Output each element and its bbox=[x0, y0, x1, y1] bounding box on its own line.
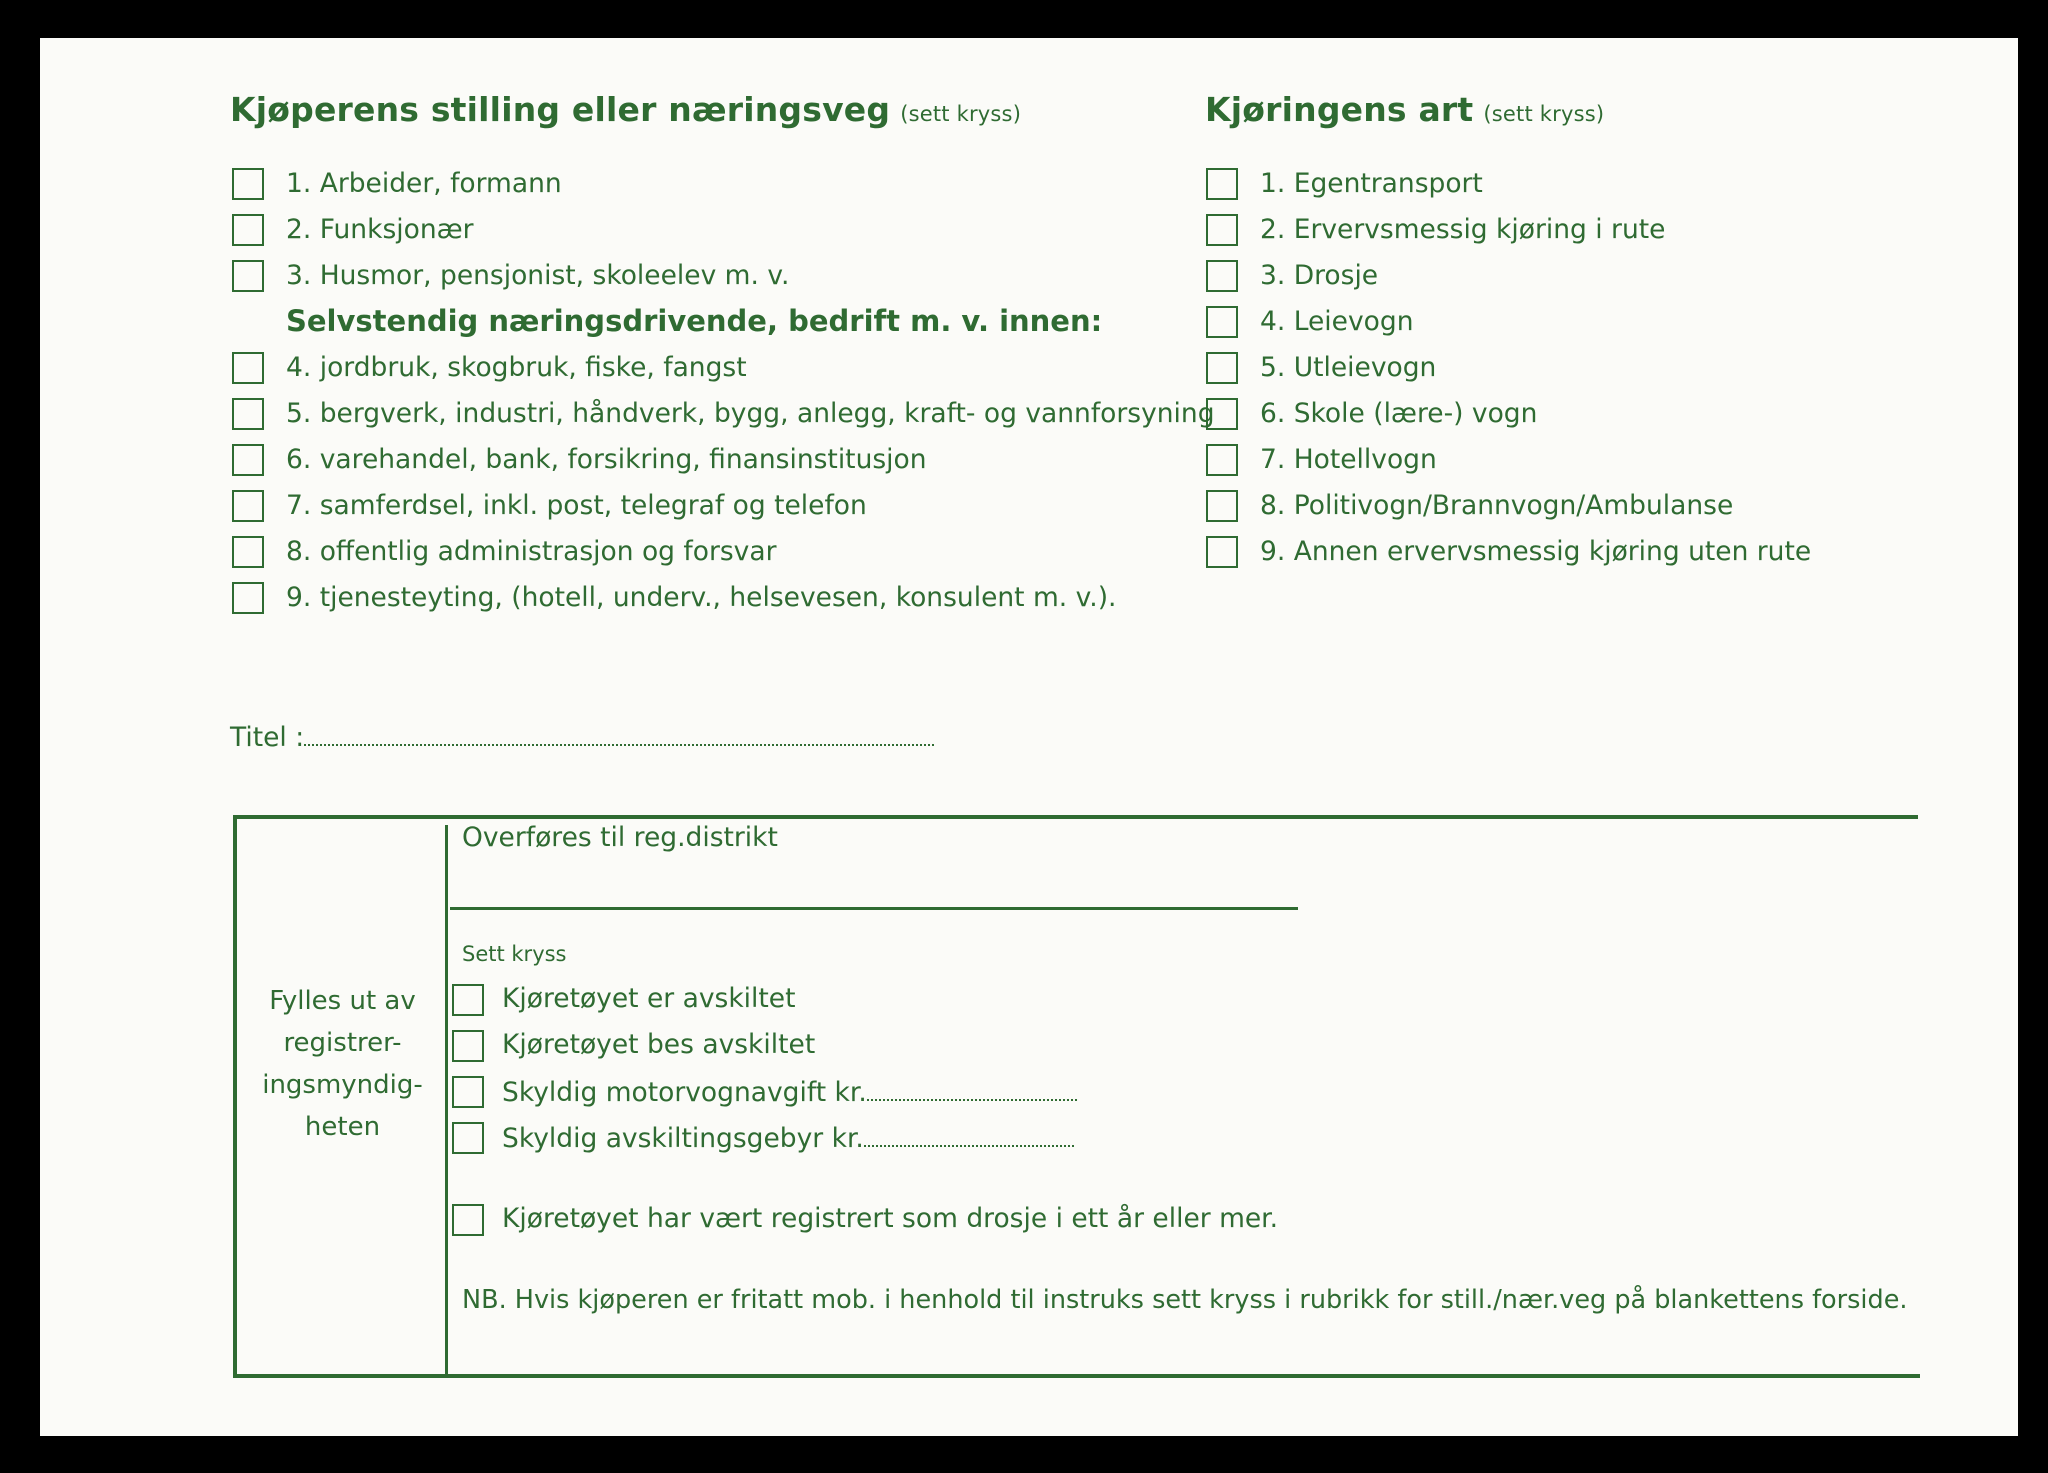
avskiltingsgebyr-dotted-line bbox=[864, 1121, 1074, 1147]
checkbox-avskiltet[interactable] bbox=[452, 984, 484, 1016]
checkbox-motorvognavgift[interactable] bbox=[452, 1076, 484, 1108]
titel-label: Titel : bbox=[230, 722, 305, 753]
checkbox-stilling-9[interactable] bbox=[232, 582, 264, 614]
stilling-item-4: 4. jordbruk, skogbruk, fiske, fangst bbox=[286, 352, 747, 383]
checkbox-stilling-7[interactable] bbox=[232, 490, 264, 522]
checkbox-stilling-5[interactable] bbox=[232, 398, 264, 430]
checkbox-stilling-6[interactable] bbox=[232, 444, 264, 476]
box-left-line bbox=[233, 815, 237, 1378]
kjoring-item-3: 3. Drosje bbox=[1260, 260, 1379, 291]
stilling-item-3: 3. Husmor, pensjonist, skoleelev m. v. bbox=[286, 260, 790, 291]
registrering-side-label: Fylles ut av registrer-ingsmyndig-heten bbox=[262, 986, 423, 1142]
titel-field[interactable] bbox=[230, 720, 934, 754]
drosje-item: Kjøretøyet har vært registrert som drosje i ett år eller mer. bbox=[502, 1203, 1279, 1234]
stilling-item-8: 8. offentlig administrasjon og forsvar bbox=[286, 536, 777, 567]
checkbox-stilling-3[interactable] bbox=[232, 260, 264, 292]
stilling-item-7: 7. samferdsel, inkl. post, telegraf og telefon bbox=[286, 490, 867, 521]
nb-note: NB. Hvis kjøperen er fritatt mob. i henhold til instruks sett kryss i rubrikk for still./nær.veg på blankettens forside. bbox=[462, 1285, 1908, 1315]
checkbox-stilling-4[interactable] bbox=[232, 352, 264, 384]
left-heading bbox=[230, 90, 1021, 129]
box-top-line bbox=[233, 815, 1918, 819]
checkbox-kjoring-2[interactable] bbox=[1206, 214, 1238, 246]
checkbox-kjoring-9[interactable] bbox=[1206, 536, 1238, 568]
checkbox-kjoring-6[interactable] bbox=[1206, 398, 1238, 430]
kjoring-item-6: 6. Skole (lære-) vogn bbox=[1260, 398, 1538, 429]
checkbox-bes-avskiltet[interactable] bbox=[452, 1030, 484, 1062]
check-item-avskiltet: Kjøretøyet er avskiltet bbox=[502, 983, 796, 1014]
avskiltingsgebyr-field[interactable] bbox=[502, 1121, 1074, 1155]
right-heading bbox=[1205, 90, 1604, 129]
kjoring-item-5: 5. Utleievogn bbox=[1260, 352, 1437, 383]
checkbox-kjoring-5[interactable] bbox=[1206, 352, 1238, 384]
checkbox-avskiltingsgebyr[interactable] bbox=[452, 1122, 484, 1154]
titel-dotted-line bbox=[304, 720, 934, 746]
checkbox-drosje[interactable] bbox=[452, 1204, 484, 1236]
kjoring-item-7: 7. Hotellvogn bbox=[1260, 444, 1437, 475]
selvstendig-subheading: Selvstendig næringsdrivende, bedrift m. v. innen: bbox=[286, 304, 1103, 338]
checkbox-kjoring-7[interactable] bbox=[1206, 444, 1238, 476]
motorvognavgift-field[interactable] bbox=[502, 1075, 1077, 1109]
left-heading-note: (sett kryss) bbox=[900, 102, 1022, 126]
checkbox-kjoring-4[interactable] bbox=[1206, 306, 1238, 338]
checkbox-stilling-8[interactable] bbox=[232, 536, 264, 568]
check-item-avskiltingsgebyr: Skyldig avskiltingsgebyr kr. bbox=[502, 1123, 864, 1154]
transfer-label: Overføres til reg.distrikt bbox=[462, 822, 778, 853]
stilling-item-5: 5. bergverk, industri, håndverk, bygg, anlegg, kraft- og vannforsyning bbox=[286, 398, 1215, 429]
kjoring-item-1: 1. Egentransport bbox=[1260, 168, 1483, 199]
check-item-motorvognavgift: Skyldig motorvognavgift kr. bbox=[502, 1077, 867, 1108]
sett-kryss-label: Sett kryss bbox=[462, 942, 567, 966]
kjoring-item-2: 2. Ervervsmessig kjøring i rute bbox=[1260, 214, 1666, 245]
box-divider-line bbox=[445, 825, 448, 1376]
kjoring-item-4: 4. Leievogn bbox=[1260, 306, 1414, 337]
checkbox-kjoring-8[interactable] bbox=[1206, 490, 1238, 522]
right-heading-title: Kjøringens art bbox=[1205, 90, 1474, 129]
stilling-item-9: 9. tjenesteyting, (hotell, underv., helsevesen, konsulent m. v.). bbox=[286, 582, 1117, 613]
kjoring-item-8: 8. Politivogn/Brannvogn/Ambulanse bbox=[1260, 490, 1734, 521]
kjoring-item-9: 9. Annen ervervsmessig kjøring uten rute bbox=[1260, 536, 1812, 567]
left-heading-title: Kjøperens stilling eller næringsveg bbox=[230, 90, 891, 129]
checkbox-kjoring-3[interactable] bbox=[1206, 260, 1238, 292]
right-heading-note: (sett kryss) bbox=[1483, 102, 1605, 126]
stilling-item-1: 1. Arbeider, formann bbox=[286, 168, 562, 199]
checkbox-stilling-1[interactable] bbox=[232, 168, 264, 200]
checkbox-kjoring-1[interactable] bbox=[1206, 168, 1238, 200]
stilling-item-6: 6. varehandel, bank, forsikring, finansinstitusjon bbox=[286, 444, 927, 475]
box-bottom-line bbox=[233, 1374, 1920, 1378]
form-sheet bbox=[40, 38, 2018, 1436]
stilling-item-2: 2. Funksjonær bbox=[286, 214, 474, 245]
check-item-bes-avskiltet: Kjøretøyet bes avskiltet bbox=[502, 1029, 816, 1060]
motorvognavgift-dotted-line bbox=[867, 1075, 1077, 1101]
checkbox-stilling-2[interactable] bbox=[232, 214, 264, 246]
transfer-line[interactable] bbox=[450, 907, 1298, 910]
